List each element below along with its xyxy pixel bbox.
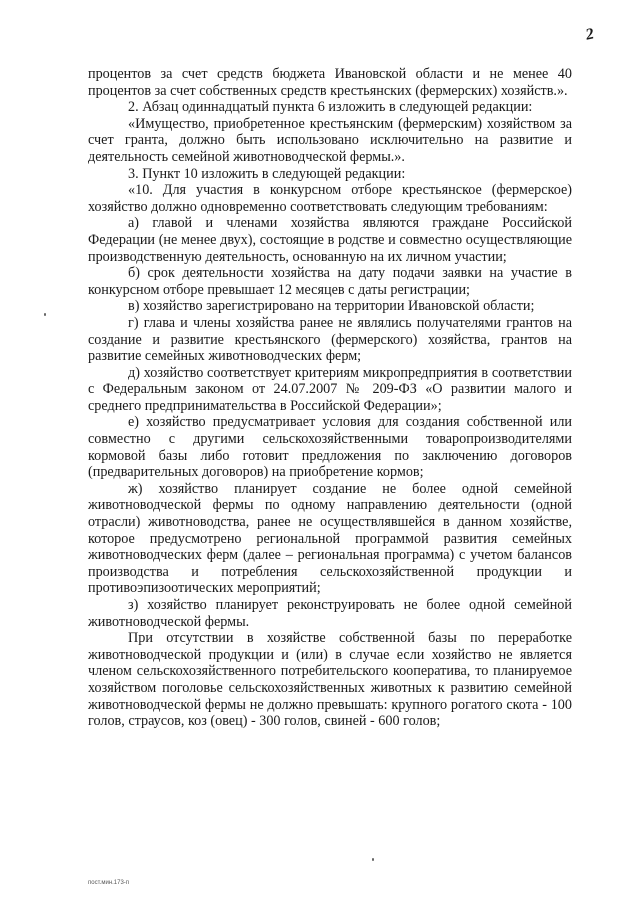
paragraph: д) хозяйство соответствует критериям микропредприятия в соответствии с Федеральным законом от 24.07.2007 № 209-ФЗ «О развитии малого и среднего предпринимательства в Российской Федерации»; bbox=[88, 364, 572, 414]
paragraph: процентов за счет средств бюджета Ивановской области и не менее 40 процентов за счет собственных средств крестьянских (фермерских) хозяйств.». bbox=[88, 66, 572, 99]
scan-speck bbox=[44, 313, 46, 316]
paragraph: «10. Для участия в конкурсном отборе крестьянское (фермерское) хозяйство должно одновременно соответствовать следующим требованиям: bbox=[88, 182, 572, 215]
paragraph: ж) хозяйство планирует создание не более одной семейной животноводческой фермы по одному направлению деятельности (одной отрасли) животноводства, ранее не осуществлявшейся в данном хозяйстве, которое предусмотрено региональной программой развития семейных животноводческих ферм (далее – региональная программа) с учетом балансов производства и потребления сельскохозяйственной продукции и противоэпизоотических мероприятий; bbox=[88, 480, 572, 597]
scan-speck bbox=[372, 858, 374, 861]
paragraph: 3. Пункт 10 изложить в следующей редакции: bbox=[128, 165, 406, 182]
paragraph: При отсутствии в хозяйстве собственной базы по переработке животноводческой продукции и (или) в случае если хозяйство не является членом сельскохозяйственного потребительского кооператива, то планируемое хозяйством поголовье сельскохозяйственных животных к развитию семейной животноводческой фермы не должно превышать: крупного рогатого скота - 100 голов, страусов, коз (овец) - 300 голов, свиней - 600 голов; bbox=[88, 630, 572, 730]
paragraph: «Имущество, приобретенное крестьянским (фермерским) хозяйством за счет гранта, должно быть использовано исключительно на развитие и деятельность семейной животноводческой фермы.». bbox=[88, 115, 572, 165]
paragraph: а) главой и членами хозяйства являются граждане Российской Федерации (не менее двух), состоящие в родстве и совместно осуществляющие производственную деятельность, основанную на их личном участии; bbox=[88, 215, 572, 265]
footer-code: пост.мин.173-п bbox=[88, 880, 130, 886]
paragraph: в) хозяйство зарегистрировано на территории Ивановской области; bbox=[128, 298, 535, 315]
document-body bbox=[88, 66, 572, 730]
paragraph: б) срок деятельности хозяйства на дату подачи заявки на участие в конкурсном отборе превышает 12 месяцев с даты регистрации; bbox=[88, 265, 572, 298]
paragraph: 2. Абзац одиннадцатый пункта 6 изложить в следующей редакции: bbox=[128, 99, 533, 116]
page-number: 2 bbox=[584, 25, 596, 44]
paragraph: з) хозяйство планирует реконструировать не более одной семейной животноводческой фермы. bbox=[88, 597, 572, 630]
paragraph: е) хозяйство предусматривает условия для создания собственной или совместно с другими сельскохозяйственными товаропроизводителями кормовой базы либо готовит предложения по заключению договоров (предварительных договоров) на приобретение кормов; bbox=[88, 414, 572, 481]
paragraph: г) глава и члены хозяйства ранее не являлись получателями грантов на создание и развитие крестьянского (фермерского) хозяйства, грантов на развитие семейных животноводческих ферм; bbox=[88, 314, 572, 365]
